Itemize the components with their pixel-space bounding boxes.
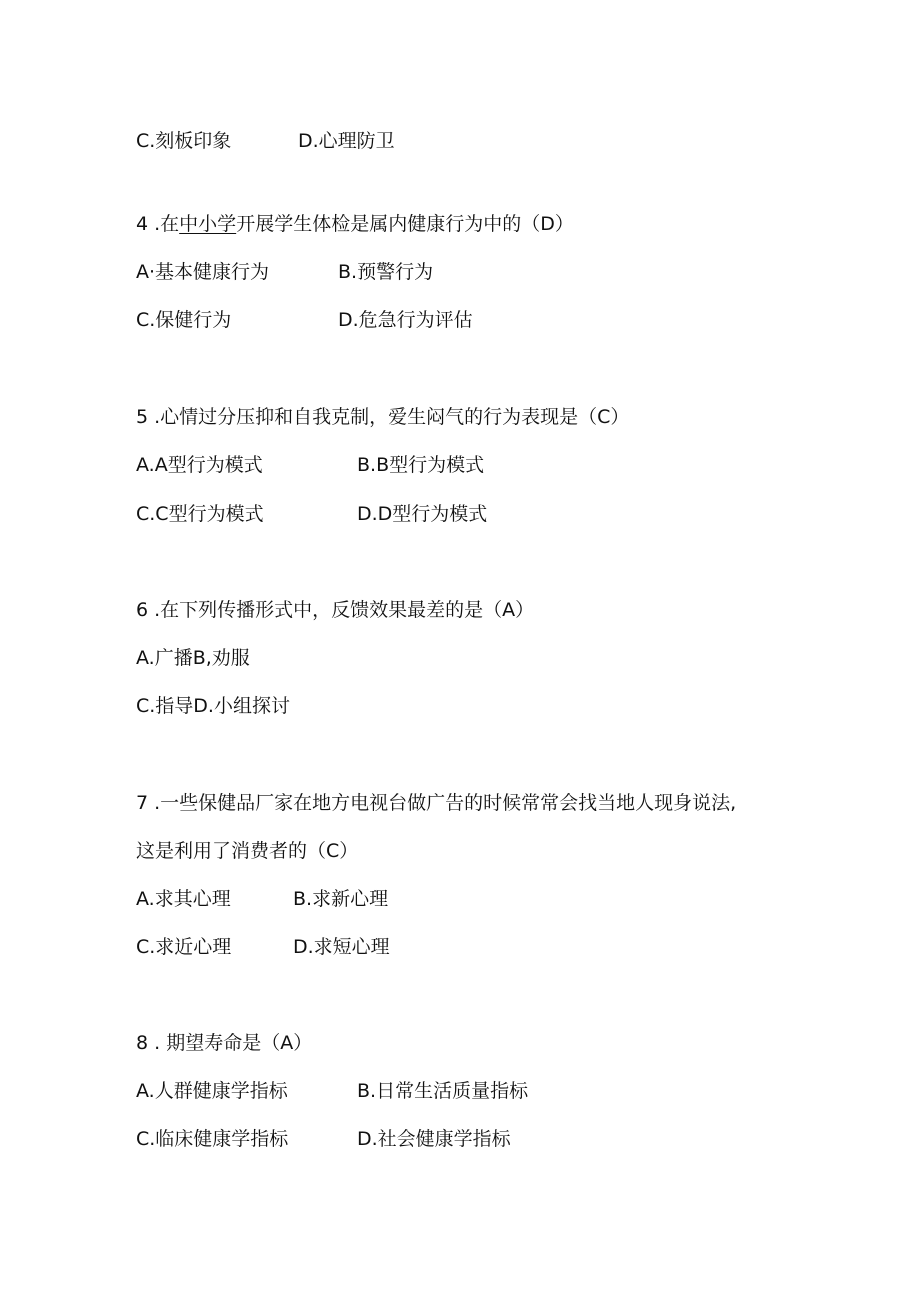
q5-option-a: A.A型行为模式 xyxy=(136,454,263,476)
q4-stem-pre: 4 .在 xyxy=(136,213,180,235)
q5-stem: 5 .心情过分压抑和自我克制，爱生闷气的行为表现是（C） xyxy=(136,406,630,428)
q8-option-b: B.日常生活质量指标 xyxy=(357,1080,529,1102)
q7-stem-line2: 这是利用了消费者的（C） xyxy=(136,840,359,862)
q4-stem-underlined: 中小学 xyxy=(179,213,237,235)
q5-option-d: D.D型行为模式 xyxy=(357,503,488,525)
q8-option-d: D.社会健康学指标 xyxy=(357,1128,511,1150)
q4-stem-post: 开展学生体检是属内健康行为中的（D） xyxy=(236,213,574,235)
q4-option-a: A·基本健康行为 xyxy=(136,261,270,283)
q4-option-b: B.预警行为 xyxy=(338,261,434,283)
q4-stem xyxy=(136,212,574,236)
q8-option-a: A.人群健康学指标 xyxy=(136,1080,288,1102)
q5-option-b: B.B型行为模式 xyxy=(357,454,485,476)
q3-option-d: D.心理防卫 xyxy=(298,130,395,152)
q7-option-d: D.求短心理 xyxy=(293,936,390,958)
q5-option-c: C.C型行为模式 xyxy=(136,503,264,525)
q4-option-c: C.保健行为 xyxy=(136,309,232,331)
q8-stem: 8 . 期望寿命是（A） xyxy=(136,1032,313,1054)
q4-option-d: D.危急行为评估 xyxy=(338,309,473,331)
q6-options-ab: A.广播B,劝服 xyxy=(136,647,250,669)
q8-option-c: C.临床健康学指标 xyxy=(136,1128,289,1150)
q7-option-b: B.求新心理 xyxy=(293,888,389,910)
q6-stem: 6 .在下列传播形式中，反馈效果最差的是（A） xyxy=(136,599,535,621)
q7-option-a: A.求其心理 xyxy=(136,888,231,910)
q7-stem-line1: 7 .一些保健品厂家在地方电视台做广告的时候常常会找当地人现身说法, xyxy=(136,792,737,814)
q7-option-c: C.求近心理 xyxy=(136,936,232,958)
q6-options-cd: C.指导D.小组探讨 xyxy=(136,695,290,717)
q3-option-c: C.刻板印象 xyxy=(136,130,232,152)
